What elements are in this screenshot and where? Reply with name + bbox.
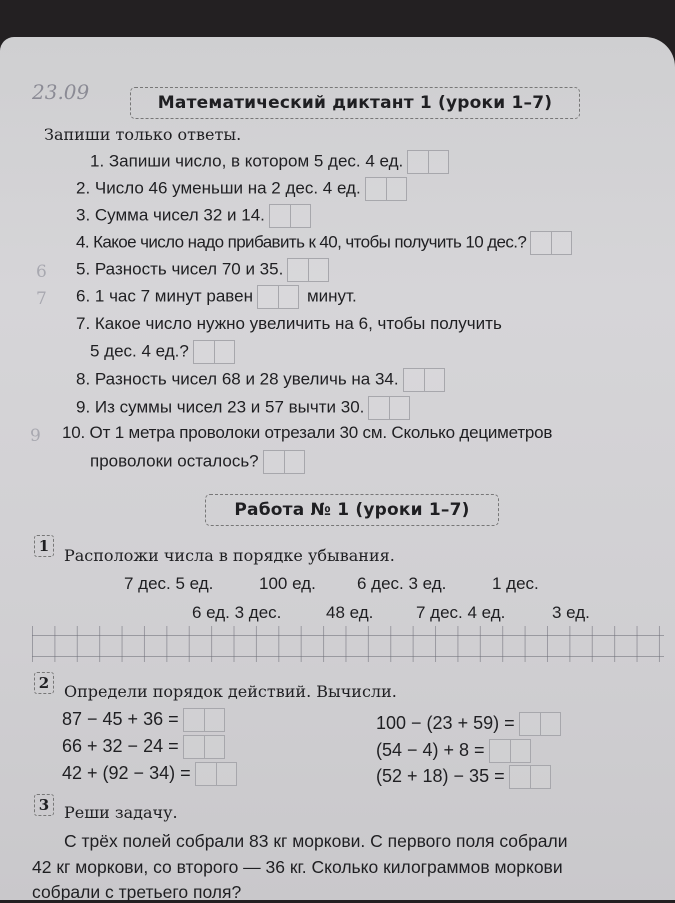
item-text: 5. Разность чисел 70 и 35. xyxy=(76,259,284,279)
work-title xyxy=(205,494,499,526)
dictation-item-9 xyxy=(76,396,410,420)
item-text: 5 дес. 4 ед.? xyxy=(90,341,189,361)
dictation-instruction: Запиши только ответы. xyxy=(44,125,242,144)
item-text: 1. Запиши число, в котором 5 дес. 4 ед. xyxy=(90,151,404,171)
item-text: 4. Какое число надо прибавить к 40, чтобы получить 10 дес.? xyxy=(76,232,527,252)
expression-text: 100 − (23 + 59) = xyxy=(376,712,515,733)
expression-right-2 xyxy=(376,739,531,763)
item-text: 6. 1 час 7 минут равен xyxy=(76,286,253,306)
item-text: 9. Из суммы чисел 23 и 57 вычти 30. xyxy=(76,397,365,417)
answer-box[interactable] xyxy=(183,708,225,732)
task2-instruction: Определи порядок действий. Вычисли. xyxy=(64,682,397,701)
answer-box[interactable] xyxy=(287,258,329,282)
margin-mark: 6 xyxy=(36,262,47,282)
task3-instruction: Реши задачу. xyxy=(64,803,178,822)
number-item: 1 дес. xyxy=(492,574,539,593)
dictation-item-10 xyxy=(62,423,552,443)
answer-box[interactable] xyxy=(263,450,305,474)
answer-box[interactable] xyxy=(368,396,410,420)
task3-line-3: собрали с третьего поля? xyxy=(32,882,242,902)
answer-box[interactable] xyxy=(195,762,237,786)
expression-text: 87 − 45 + 36 = xyxy=(62,708,179,729)
number-item: 7 дес. 4 ед. xyxy=(416,603,506,622)
number-item: 7 дес. 5 ед. xyxy=(124,574,214,593)
expression-left-1 xyxy=(62,708,225,732)
task-number-3: 3 xyxy=(34,794,54,816)
answer-box[interactable] xyxy=(407,150,449,174)
dictation-item-7 xyxy=(76,314,502,334)
task-number-2: 2 xyxy=(34,672,54,694)
work-title-text: Работа № 1 (уроки 1–7) xyxy=(234,500,470,520)
expression-left-2 xyxy=(62,735,225,759)
number-item: 48 ед. xyxy=(326,603,374,622)
dictation-item-6 xyxy=(76,285,357,309)
expression-text: (54 − 4) + 8 = xyxy=(376,739,485,760)
dictation-item-7-cont xyxy=(90,340,235,364)
number-item: 3 ед. xyxy=(552,603,590,622)
task3-line-1: С трёх полей собрали 83 кг моркови. С первого поля собрали xyxy=(64,831,568,851)
dictation-item-4 xyxy=(76,231,572,255)
dictation-item-10-cont xyxy=(90,450,305,474)
dictation-item-8 xyxy=(76,368,445,392)
task3-line-2: 42 кг моркови, со второго — 36 кг. Сколько килограммов моркови xyxy=(32,857,563,877)
dictation-item-2 xyxy=(76,177,407,201)
handwritten-date: 23.09 xyxy=(32,80,90,104)
number-item: 6 ед. 3 дес. xyxy=(192,603,282,622)
item-text: 10. От 1 метра проволоки отрезали 30 см. Сколько дециметров xyxy=(62,423,553,442)
dictation-item-3 xyxy=(76,204,311,228)
task-number-1: 1 xyxy=(34,535,54,557)
item-text-after: минут. xyxy=(306,286,357,306)
answer-box[interactable] xyxy=(509,765,551,789)
task1-instruction: Расположи числа в порядке убывания. xyxy=(64,546,395,565)
number-item: 100 ед. xyxy=(259,574,316,593)
answer-box[interactable] xyxy=(183,735,225,759)
margin-mark: 9 xyxy=(30,426,41,446)
expression-text: (52 + 18) − 35 = xyxy=(376,765,505,786)
expression-right-3 xyxy=(376,765,551,789)
expression-left-3 xyxy=(62,762,237,786)
item-text: проволоки осталось? xyxy=(90,451,259,471)
dictation-title xyxy=(130,87,580,119)
answer-box[interactable] xyxy=(489,739,531,763)
answer-box[interactable] xyxy=(530,231,572,255)
dictation-title-text: Математический диктант 1 (уроки 1–7) xyxy=(157,93,553,113)
item-text: 2. Число 46 уменьши на 2 дес. 4 ед. xyxy=(76,178,361,198)
answer-box[interactable] xyxy=(257,285,299,309)
item-text: 7. Какое число нужно увеличить на 6, чтобы получить xyxy=(76,314,502,333)
answer-grid-line[interactable] xyxy=(32,626,664,662)
expression-text: 42 + (92 − 34) = xyxy=(62,762,191,783)
item-text: 3. Сумма чисел 32 и 14. xyxy=(76,205,265,225)
answer-box[interactable] xyxy=(193,340,235,364)
answer-box[interactable] xyxy=(269,204,311,228)
answer-box[interactable] xyxy=(403,368,445,392)
expression-right-1 xyxy=(376,712,561,736)
number-item: 6 дес. 3 ед. xyxy=(357,574,447,593)
expression-text: 66 + 32 − 24 = xyxy=(62,735,179,756)
dictation-item-5 xyxy=(76,258,329,282)
dictation-item-1 xyxy=(90,150,449,174)
answer-box[interactable] xyxy=(365,177,407,201)
item-text: 8. Разность чисел 68 и 28 увеличь на 34. xyxy=(76,369,399,389)
margin-mark: 7 xyxy=(36,289,47,309)
answer-box[interactable] xyxy=(519,712,561,736)
